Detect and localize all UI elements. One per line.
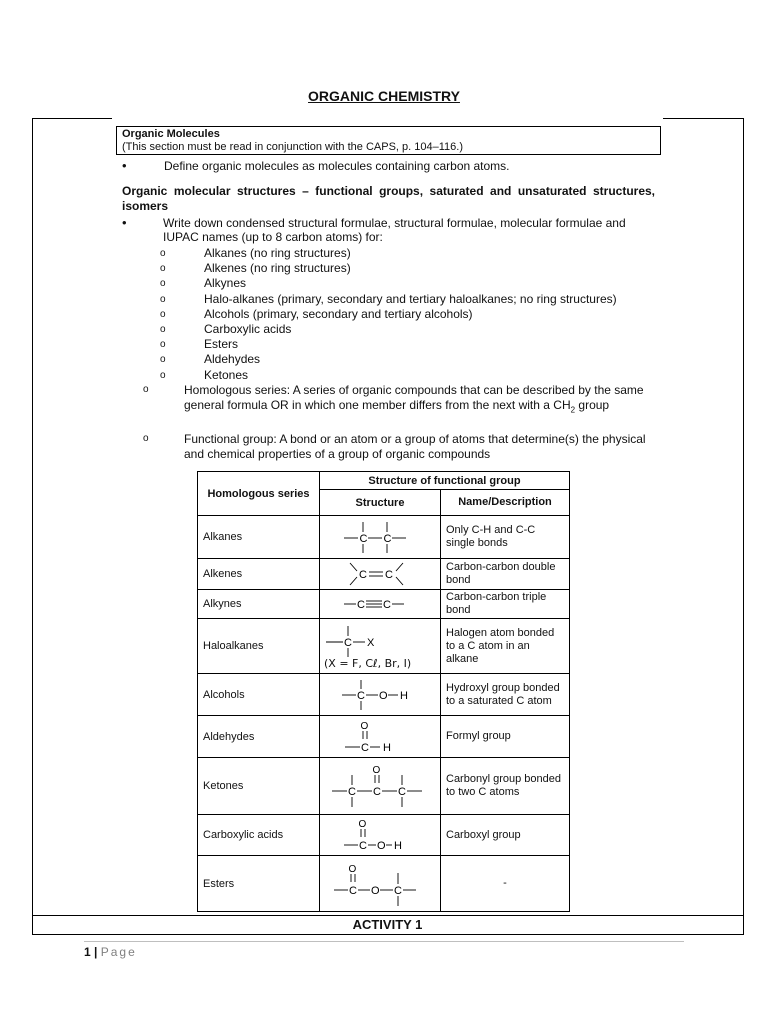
list-item: o Ketones <box>160 367 249 382</box>
alkane-structure <box>320 516 441 559</box>
table-row: Alcohols C O H Hydroxyl group bonded to a saturated C atom <box>198 674 570 716</box>
list-item: o Alkenes (no ring structures) <box>160 261 351 276</box>
svg-text:H: H <box>400 689 408 702</box>
functional-group-definition: o Functional group: A bond or an atom or a group of atoms that determine(s) the physical and chemical properties of a group of organic compounds <box>143 432 646 461</box>
svg-text:C: C <box>361 741 369 754</box>
svg-text:O: O <box>371 884 380 897</box>
svg-text:C: C <box>357 599 365 611</box>
table-row: Esters O C O C - <box>198 856 570 912</box>
alkene-structure <box>320 559 441 590</box>
list-item: o Aldehydes <box>160 352 261 367</box>
list-item: o Carboxylic acids <box>160 321 292 336</box>
list-item: o Alkynes <box>160 276 247 291</box>
svg-text:O: O <box>358 819 367 830</box>
halogen-note: (X = F, Cℓ, Br, I) <box>324 656 412 670</box>
bullet-icon: • <box>122 158 127 173</box>
bullet-write-text: Write down condensed structural formulae, structural formulae, molecular formulae and IUPAC names (up to 8 carbon atoms) for: <box>163 216 626 244</box>
header-structure: Structure <box>320 490 441 516</box>
svg-text:C: C <box>357 689 365 702</box>
bullet-icon: • <box>122 215 127 230</box>
box-note: (This section must be read in conjunction with the CAPS, p. 104–116.) <box>122 141 463 153</box>
compound-list <box>160 246 660 383</box>
svg-text:C: C <box>349 884 357 897</box>
svg-text:C: C <box>383 599 391 611</box>
svg-text:X: X <box>367 636 375 649</box>
svg-text:H: H <box>383 741 391 754</box>
page-number: 1 <box>84 945 91 959</box>
bullet-define-text: Define organic molecules as molecules containing carbon atoms. <box>164 159 510 173</box>
activity-divider <box>32 915 743 916</box>
ketone-structure <box>320 758 441 815</box>
svg-text:C: C <box>383 533 392 545</box>
table-row: Ketones C O C C Carbonyl group bonded to two C atoms <box>198 758 570 815</box>
table-row: Haloalkanes C X (X = F, Cℓ, Br, I) Halogen atom bonded to a C atom in an alkane <box>198 619 570 674</box>
list-item: o Alkanes (no ring structures) <box>160 246 351 260</box>
page-title: ORGANIC CHEMISTRY <box>308 88 460 104</box>
page-footer <box>84 945 137 959</box>
carboxylic-acid-structure <box>320 815 441 856</box>
homologous-series-definition: o Homologous series: A series of organic compounds that can be described by the same general formula OR in which one member differs from the next with a $CH_2$ group <box>143 383 644 414</box>
alcohol-structure <box>320 674 441 716</box>
svg-text:C: C <box>348 786 356 798</box>
svg-text:O: O <box>348 863 357 875</box>
section-heading: Organic molecular structures – functional groups, saturated and unsaturated structures, isomers <box>122 184 655 213</box>
table-row: Aldehydes O C H Formyl group <box>198 716 570 758</box>
organic-molecules-box <box>116 126 661 155</box>
footer-divider <box>84 941 684 942</box>
box-heading: Organic Molecules <box>122 128 220 140</box>
alkyne-structure <box>320 590 441 619</box>
list-item: o Halo-alkanes (primary, secondary and tertiary haloalkanes; no ring structures) <box>160 291 617 306</box>
frame-top-right <box>663 118 743 119</box>
ester-structure <box>320 856 441 912</box>
svg-text:C: C <box>394 884 402 897</box>
aldehyde-structure <box>320 716 441 758</box>
svg-text:C: C <box>398 786 406 798</box>
svg-text:C: C <box>359 840 367 852</box>
footer-separator: | <box>90 945 101 959</box>
svg-text:C: C <box>359 533 368 545</box>
svg-text:O: O <box>360 720 369 732</box>
activity-heading: ACTIVITY 1 <box>352 917 423 932</box>
svg-text:H: H <box>394 840 402 852</box>
header-name-description: Name/Description <box>441 490 570 516</box>
svg-text:O: O <box>372 765 381 776</box>
header-homologous-series: Homologous series <box>198 472 320 516</box>
table-row: Alkenes C C Carbon-carbon double bond <box>198 559 570 590</box>
svg-text:O: O <box>377 840 386 852</box>
haloalkane-structure <box>320 619 441 674</box>
svg-text:C: C <box>373 786 381 798</box>
bullet-define <box>122 159 662 173</box>
svg-text:C: C <box>344 636 352 649</box>
list-item: o Esters <box>160 337 239 352</box>
svg-text:C: C <box>385 569 393 581</box>
page-label: Page <box>100 945 137 959</box>
frame-top-left <box>32 118 112 119</box>
functional-groups-table <box>197 471 570 912</box>
header-structure-group: Structure of functional group <box>320 472 570 490</box>
svg-text:C: C <box>359 569 367 581</box>
bullet-write <box>122 216 662 244</box>
table-row: Alkynes C C Carbon-carbon triple bond <box>198 590 570 619</box>
svg-text:O: O <box>379 689 388 702</box>
list-item: o Alcohols (primary, secondary and tertiary alcohols) <box>160 306 473 321</box>
table-row: Alkanes C C Only C-H and C-C single bonds <box>198 516 570 559</box>
table-row: Carboxylic acids O C O H Carboxyl group <box>198 815 570 856</box>
